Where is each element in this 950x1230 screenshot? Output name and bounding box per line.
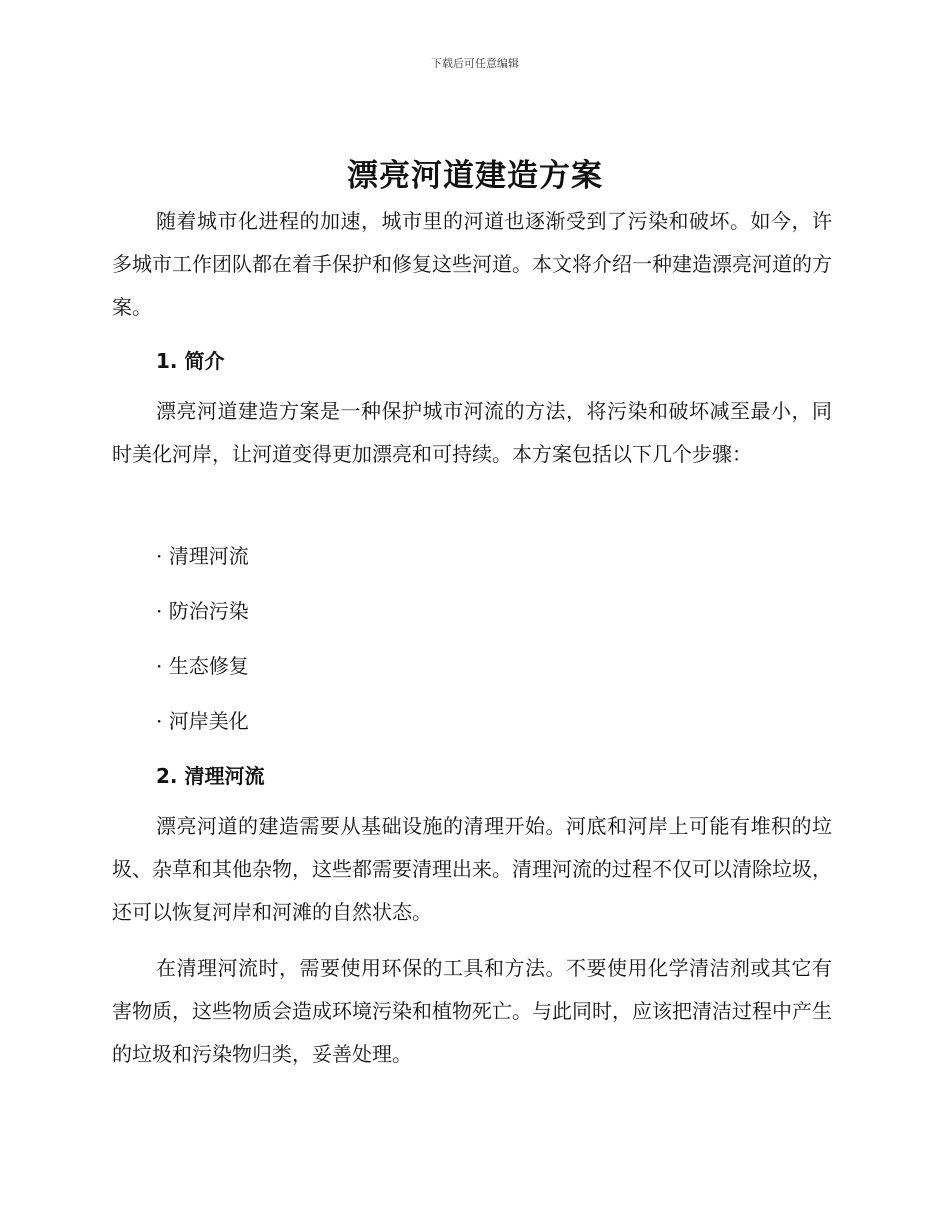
section-1-heading: 1. 简介 — [156, 349, 225, 373]
section-2-heading: 2. 清理河流 — [156, 764, 265, 788]
bullet-item: · 防治污染 — [156, 599, 249, 623]
document-title: 漂亮河道建造方案 — [347, 158, 603, 194]
section-2-paragraph: 漂亮河道的建造需要从基础设施的清理开始。河底和河岸上可能有堆积的垃圾、杂草和其他杂物，这些都需要清理出来。清理河流的过程不仅可以清除垃圾，还可以恢复河岸和河滩的自然状态。 — [112, 814, 832, 924]
intro-paragraph: 随着城市化进程的加速，城市里的河道也逐渐受到了污染和破坏。如今，许多城市工作团队都在着手保护和修复这些河道。本文将介绍一种建造漂亮河道的方案。 — [112, 209, 832, 319]
bullet-item: · 河岸美化 — [156, 709, 249, 733]
header-note: 下载后可任意编辑 — [431, 57, 519, 70]
section-1-paragraph: 漂亮河道建造方案是一种保护城市河流的方法，将污染和破坏减至最小，同时美化河岸，让河道变得更加漂亮和可持续。本方案包括以下几个步骤： — [112, 399, 832, 466]
bullet-item: · 生态修复 — [156, 654, 249, 678]
section-2-paragraph: 在清理河流时，需要使用环保的工具和方法。不要使用化学清洁剂或其它有害物质，这些物质会造成环境污染和植物死亡。与此同时，应该把清洁过程中产生的垃圾和污染物归类，妥善处理。 — [112, 956, 832, 1066]
bullet-item: · 清理河流 — [156, 544, 249, 568]
